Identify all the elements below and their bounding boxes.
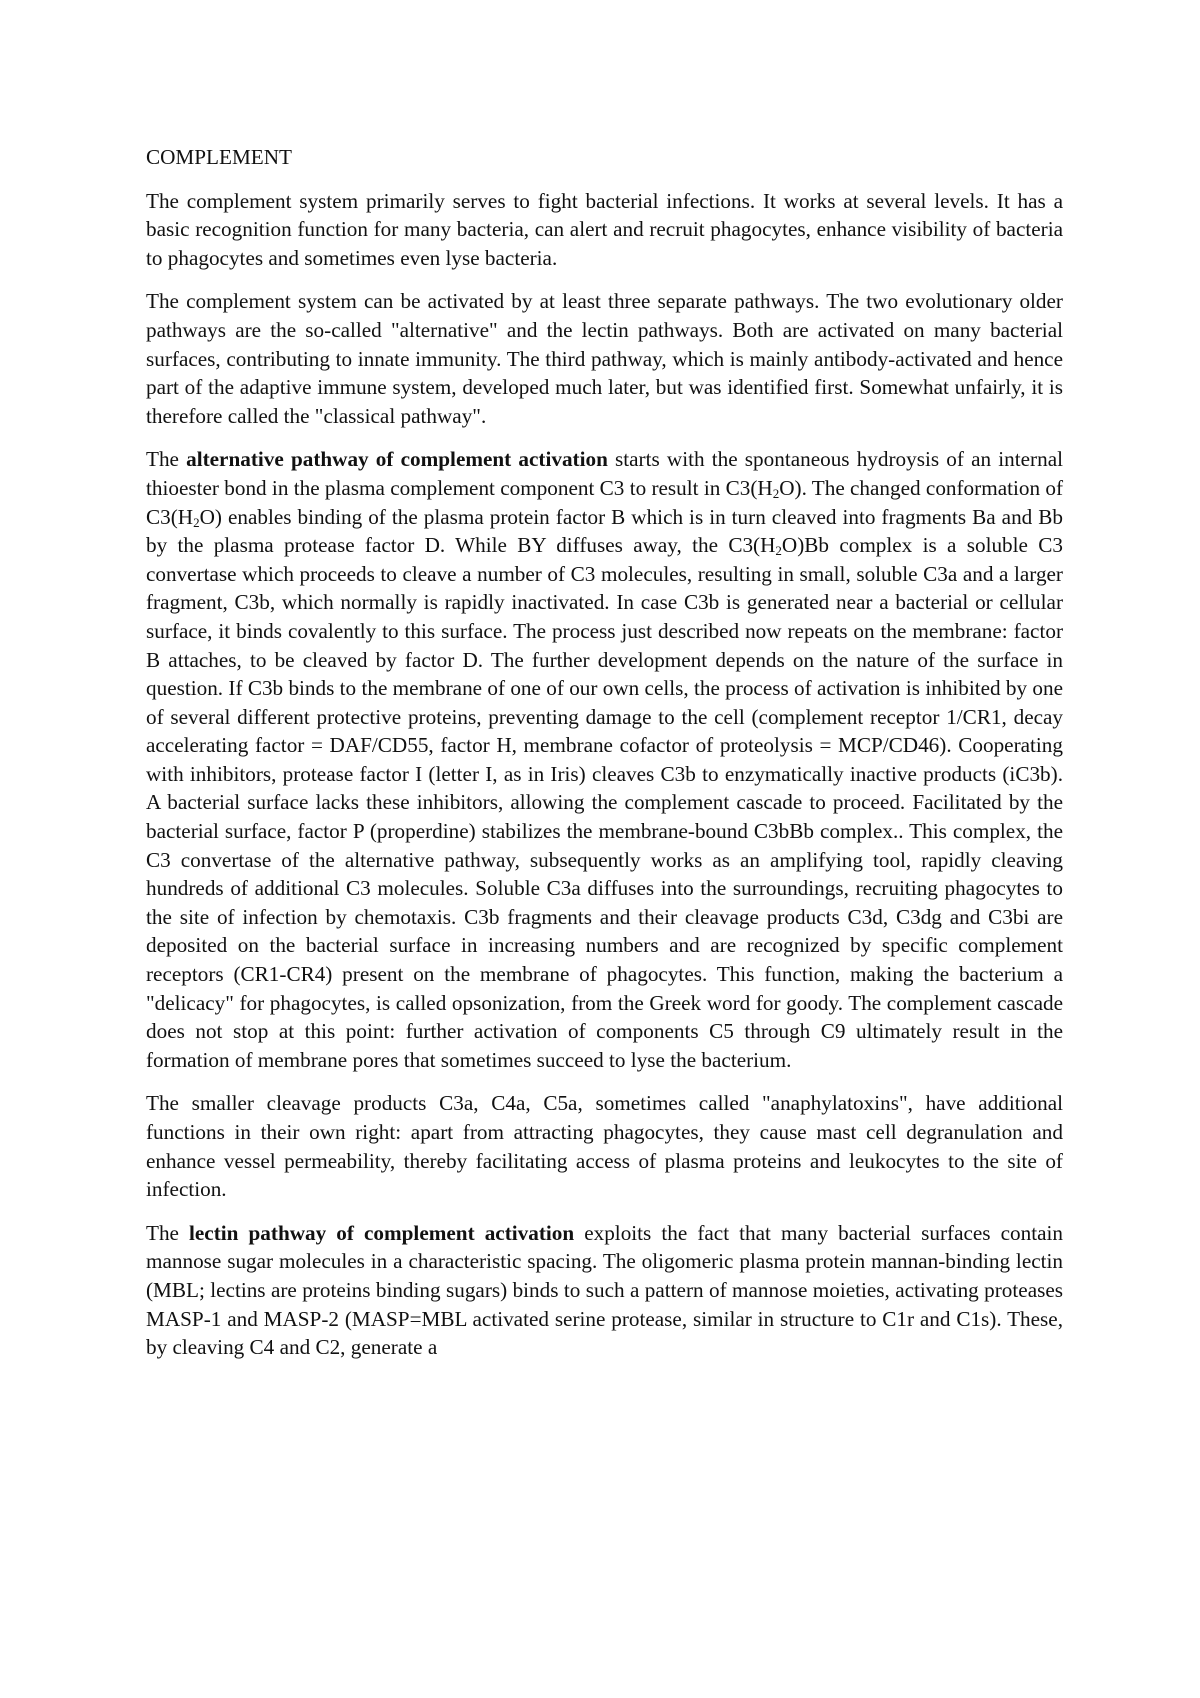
paragraph-intro: The complement system primarily serves to fight bacterial infections. It works at several levels. It has a basic recognition function for many bacteria, can alert and recruit phagocytes, enhance visibility of bacteria to phagocytes and sometimes even lyse bacteria. <box>146 188 1063 270</box>
subscript-2: 2 <box>193 514 200 530</box>
document-body <box>146 143 1063 1377</box>
alt-text-4: O)Bb complex is a soluble C3 convertase which proceeds to cleave a number of C3 molecules, resulting in small, soluble C3a and a larger fragment, C3b, which normally is rapidly inactivated. In case C3b is generated near a bacterial or cellular surface, it binds covalently to this surface. The process just described now repeats on the membrane: factor B attaches, to be cleaved by factor D. The further development depends on the nature of the surface in question. If C3b binds to the membrane of one of our own cells, the process of activation is inhibited by one of several different protective proteins, preventing damage to the cell (complement receptor 1/CR1, decay accelerating factor = DAF/CD55, factor H, membrane cofactor of proteolysis = MCP/CD46). Cooperating with inhibitors, protease factor I (letter I, as in Iris) cleaves C3b to enzymatically inactive products (iC3b). A bacterial surface lacks these inhibitors, allowing the complement cascade to proceed. Facilitated by the bacterial surface, factor P (properdine) stabilizes the membrane-bound C3bBb complex.. This complex, the C3 convertase of the alternative pathway, subsequently works as an amplifying tool, rapidly cleaving hundreds of additional C3 molecules. Soluble C3a diffuses into the surroundings, recruiting phagocytes to the site of infection by chemotaxis. C3b fragments and their cleavage products C3d, C3dg and C3bi are deposited on the bacterial surface in increasing numbers and are recognized by specific complement receptors (CR1-CR4) present on the membrane of phagocytes. This function, making the bacterium a "delicacy" for phagocytes, is called opsonization, from the Greek word for goody. The complement cascade does not stop at this point: further activation of components C5 through C9 ultimately result in the formation of membrane pores that sometimes succeed to lyse the bacterium. <box>146 533 1063 1072</box>
paragraph-alternative-pathway <box>146 445 1063 1074</box>
subscript-2: 2 <box>775 543 782 559</box>
alt-pre: The <box>146 447 187 472</box>
alt-text-2: O). The changed conformation of C3(H <box>146 475 1064 529</box>
alt-text-3: O) enables binding of the plasma protein factor B which is in turn cleaved into fragments Ba and Bb by the plasma protease factor D. While BY diffuses away, the C3(H <box>146 504 1063 558</box>
subscript-2: 2 <box>772 485 780 501</box>
lectin-text: exploits the fact that many bacterial surfaces contain mannose sugar molecules in a characteristic spacing. The oligomeric plasma protein mannan-binding lectin (MBL; lectins are proteins binding sugars) binds to such a pattern of mannose moieties, activating proteases MASP-1 and MASP-2 (MASP=MBL activated serine protease, similar in structure to C1r and C1s). These, by cleaving C4 and C2, generate a <box>146 1220 1063 1360</box>
lectin-pathway-term: lectin pathway of complement activation <box>189 1220 575 1245</box>
document-title: COMPLEMENT <box>146 145 292 169</box>
lectin-pre: The <box>146 1220 190 1245</box>
paragraph-lectin-pathway <box>146 1219 1063 1362</box>
paragraph-anaphylatoxins: The smaller cleavage products C3a, C4a, C5a, sometimes called "anaphylatoxins", have additional functions in their own right: apart from attracting phagocytes, they cause mast cell degranulation and enhance vessel permeability, thereby facilitating access of plasma proteins and leukocytes to the site of infection. <box>146 1091 1063 1202</box>
alternative-pathway-term: alternative pathway of complement activation <box>186 447 608 472</box>
alt-text-1: starts with the spontaneous hydroysis of an internal thioester bond in the plasma complement component C3 to result in C3(H <box>146 447 1063 500</box>
paragraph-pathways: The complement system can be activated by at least three separate pathways. The two evolutionary older pathways are the so-called "alternative" and the lectin pathways. Both are activated on many bacterial surfaces, contributing to innate immunity. The third pathway, which is mainly antibody-activated and hence part of the adaptive immune system, developed much later, but was identified first. Somewhat unfairly, it is therefore called the "classical pathway". <box>146 289 1063 428</box>
